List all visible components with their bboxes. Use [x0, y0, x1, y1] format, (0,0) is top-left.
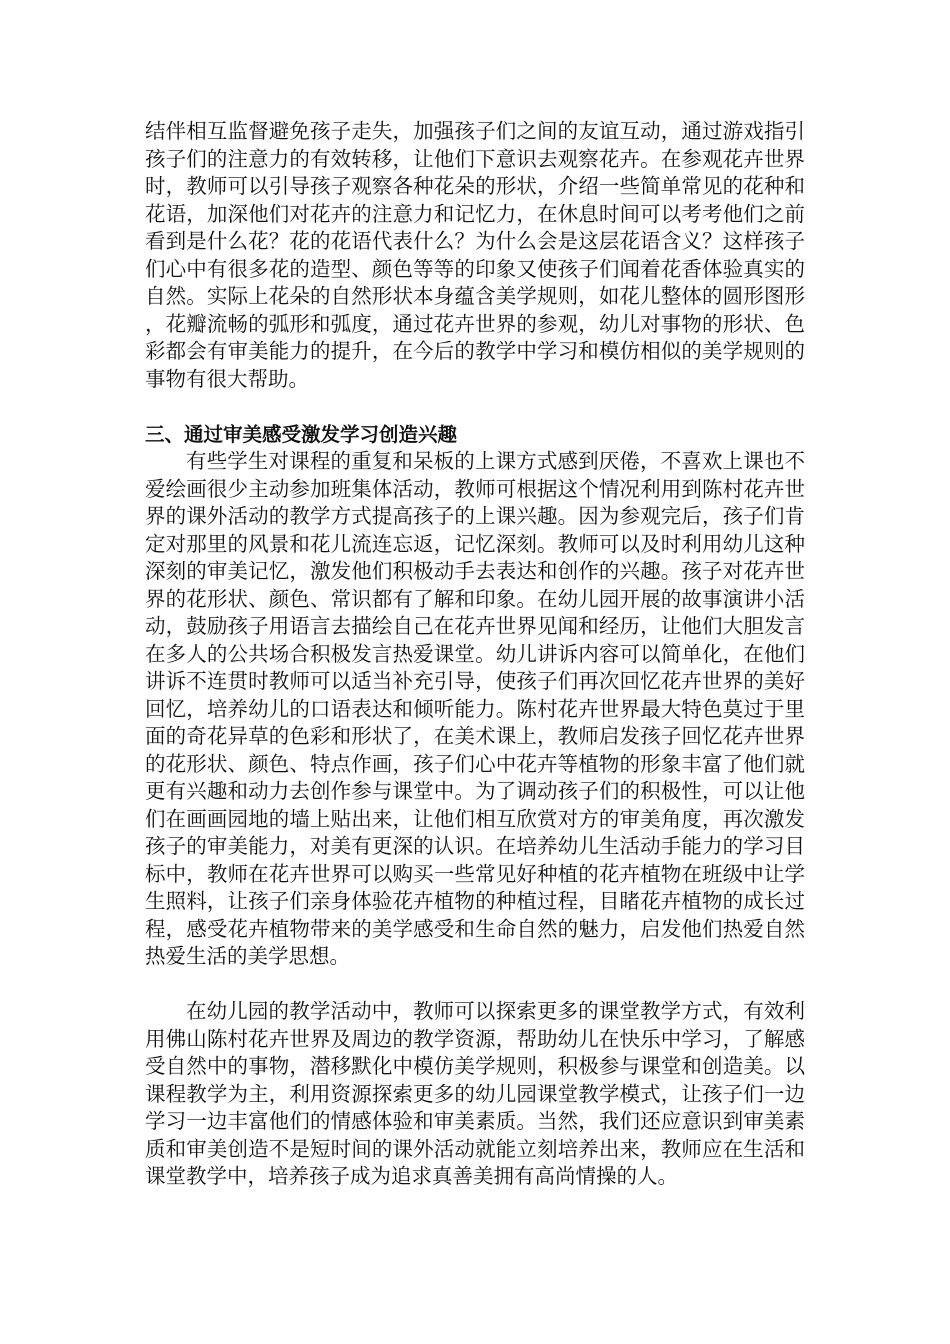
section-3-paragraph: 有些学生对课程的重复和呆板的上课方式感到厌倦，不喜欢上课也不爱绘画很少主动参加班集体活动，教师可根据这个情况利用到陈村花卉世界的课外活动的教学方式提高孩子的上课兴趣。因为参观完后，孩子们肯定对那里的风景和花儿流连忘返，记忆深刻。教师可以及时利用幼儿这种深刻的审美记忆，激发他们积极动手去表达和创作的兴趣。孩子对花卉世界的花形状、颜色、常识都有了解和印象。在幼儿园开展的故事演讲小活动，鼓励孩子用语言去描绘自己在花卉世界见闻和经历，让他们大胆发言在多人的公共场合积极发言热爱课堂。幼儿讲诉内容可以简单化，在他们讲诉不连贯时教师可以适当补充引导，使孩子们再次回忆花卉世界的美好回忆，培养幼儿的口语表达和倾听能力。陈村花卉世界最大特色莫过于里面的奇花异草的色彩和形状了，在美术课上，教师启发孩子回忆花卉世界的花形状、颜色、特点作画，孩子们心中花卉等植物的形象丰富了他们就更有兴趣和动力去创作参与课堂中。为了调动孩子们的积极性，可以让他们在画画园地的墙上贴出来，让他们相互欣赏对方的审美角度，再次激发孩子的审美能力，对美有更深的认识。在培养幼儿生活动手能力的学习目标中，教师在花卉世界可以购买一些常见好种植的花卉植物在班级中让学生照料，让孩子们亲身体验花卉植物的种植过程，目睹花卉植物的成长过程，感受花卉植物带来的美学感受和生命自然的魅力，启发他们热爱自然热爱生活的美学思想。 [145, 449, 805, 968]
paragraph-spacer [145, 393, 805, 421]
conclusion-paragraph: 在幼儿园的教学活动中，教师可以探索更多的课堂教学方式，有效利用佛山陈村花卉世界及周边的教学资源，帮助幼儿在快乐中学习，了解感受自然中的事物，潜移默化中模仿美学规则，积极参与课堂和创造美。以课程教学为主，利用资源探索更多的幼儿园课堂教学模式，让孩子们一边学习一边丰富他们的情感体验和审美素质。当然，我们还应意识到审美素质和审美创造不是短时间的课外活动就能立刻培养出来，教师应在生活和课堂教学中，培养孩子成为追求真善美拥有高尚情操的人。 [145, 999, 805, 1188]
document-body [145, 118, 805, 1191]
section-heading-3: 三、通过审美感受激发学习创造兴趣 [145, 422, 458, 446]
paragraph-spacer [145, 971, 805, 999]
paragraph-continued: 结伴相互监督避免孩子走失，加强孩子们之间的友谊互动，通过游戏指引孩子们的注意力的有效转移，让他们下意识去观察花卉。在参观花卉世界时，教师可以引导孩子观察各种花朵的形状，介绍一些简单常见的花种和花语，加深他们对花卉的注意力和记忆力，在休息时间可以考考他们之前看到是什么花？花的花语代表什么？为什么会是这层花语含义？这样孩子们心中有很多花的造型、颜色等等的印象又使孩子们闻着花香体验真实的自然。实际上花朵的自然形状本身蕴含美学规则，如花儿整体的圆形图形，花瓣流畅的弧形和弧度，通过花卉世界的参观，幼儿对事物的形状、色彩都会有审美能力的提升，在今后的教学中学习和模仿相似的美学规则的事物有很大帮助。 [145, 119, 805, 391]
